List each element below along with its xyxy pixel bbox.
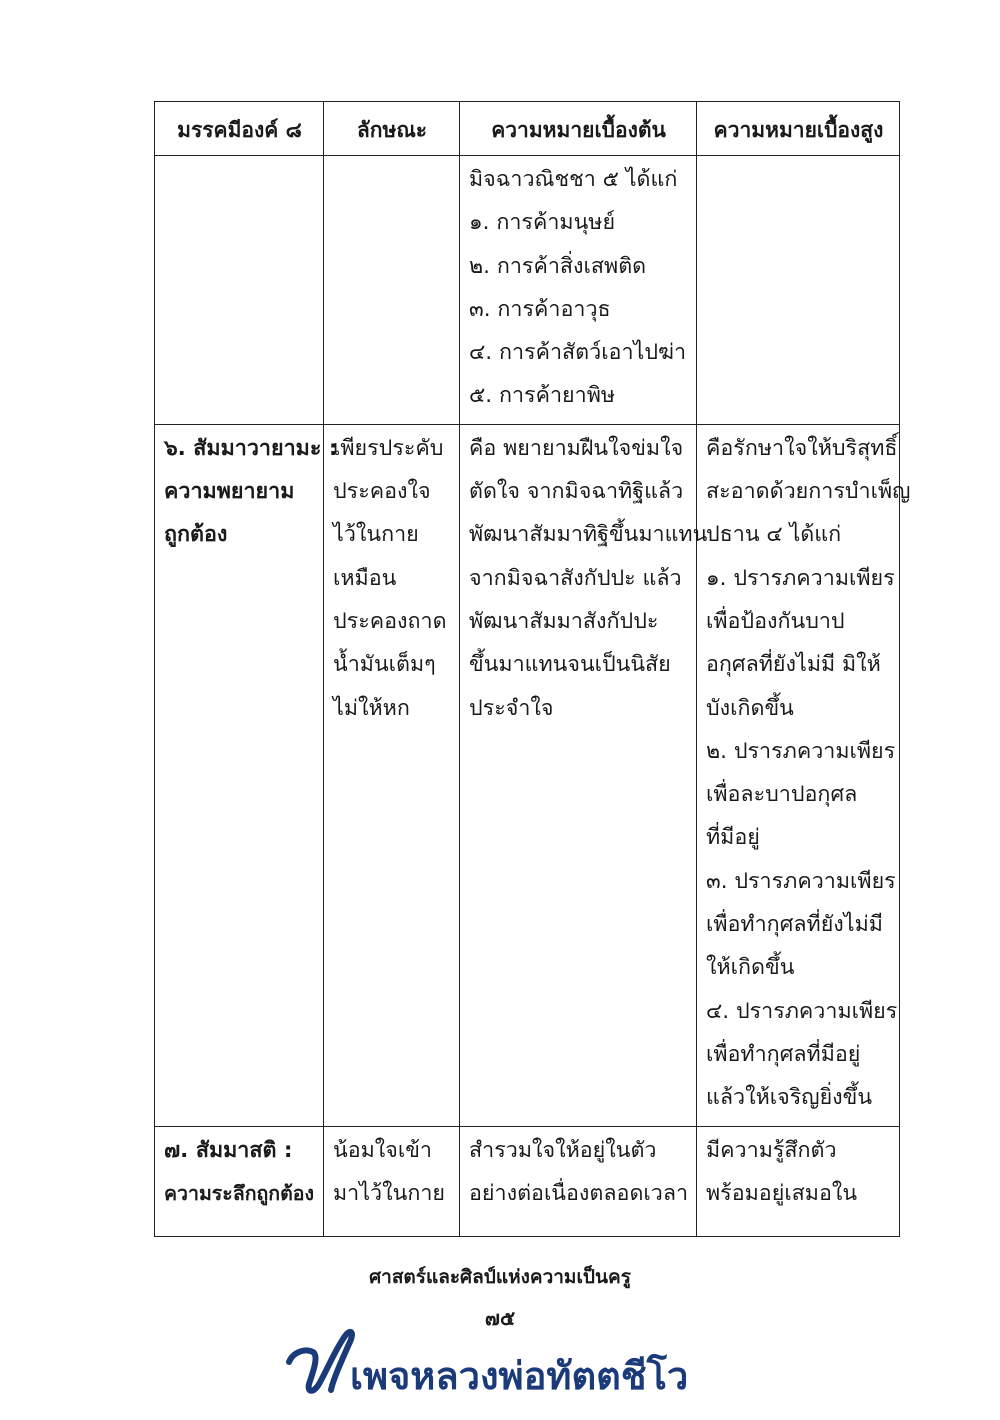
header-cell: ความหมายเบื้องต้น: [460, 102, 697, 156]
table-header-row: [155, 102, 900, 156]
header-cell: มรรคมีองค์ ๘: [155, 102, 324, 156]
cell-line: ขึ้นมาแทนจนเป็นนิสัย: [469, 652, 671, 678]
cell-line: ไม่ให้หก: [333, 695, 410, 721]
cell-line: อย่างต่อเนื่องตลอดเวลา: [469, 1180, 689, 1206]
cell-line: ความพยายาม: [164, 479, 295, 505]
table-cell: [697, 156, 900, 425]
table-cell: [460, 424, 708, 1126]
header-cell: ลักษณะ: [324, 102, 460, 156]
cell-line: ๑. การค้ามนุษย์: [469, 210, 616, 236]
cell-line: ประคองใจ: [333, 479, 431, 505]
cell-line: เพื่อทำกุศลที่ยังไม่มี: [706, 912, 883, 938]
table-cell: [460, 156, 697, 425]
cell-line: ไว้ในกาย: [333, 522, 419, 548]
table-cell: [697, 424, 911, 1126]
cell-line: น้อมใจเข้า: [333, 1137, 432, 1163]
table-cell: [697, 1126, 900, 1236]
table-row: [155, 156, 900, 425]
cell-line: ประคองถาด: [333, 608, 447, 634]
table-cell: [460, 1126, 697, 1236]
cell-line: อกุศลที่ยังไม่มี มิให้: [706, 652, 881, 678]
cell-line: ๖. สัมมาวายามะ :: [164, 435, 338, 461]
header-cell: ความหมายเบื้องสูง: [697, 102, 900, 156]
logo-text: เพจหลวงพ่อทัตตชีโว: [350, 1354, 689, 1398]
cell-line: มีความรู้สึกตัว: [706, 1137, 837, 1163]
cell-line: ๓. ปรารภความเพียร: [706, 868, 896, 894]
footer-title: ศาสตร์และศิลป์แห่งความเป็นครู: [369, 1266, 631, 1288]
cell-line: จากมิจฉาสังกัปปะ แล้ว: [469, 565, 682, 591]
cell-line: บังเกิดขึ้น: [706, 695, 794, 721]
cell-line: สำรวมใจให้อยู่ในตัว: [469, 1137, 657, 1163]
cell-line: ๕. การค้ายาพิษ: [469, 383, 616, 409]
table-cell: [324, 1126, 460, 1236]
cell-line: ๒. การค้าสิ่งเสพติด: [469, 253, 647, 279]
table-row: [155, 1126, 900, 1236]
cell-line: ๓. การค้าอาวุธ: [469, 296, 611, 322]
cell-line: เพียรประคับ: [333, 435, 444, 461]
table-cell: [155, 156, 324, 425]
cell-line: แล้วให้เจริญยิ่งขึ้น: [706, 1085, 873, 1111]
cell-line: ที่มีอยู่: [706, 825, 760, 851]
cell-line: เพื่อทำกุศลที่มีอยู่: [706, 1041, 861, 1067]
cell-line: เพื่อละบาปอกุศล: [706, 782, 858, 808]
content-table: [154, 101, 911, 1237]
cell-line: ให้เกิดขึ้น: [706, 955, 795, 981]
cell-line: คือ พยายามฝืนใจข่มใจ: [469, 435, 684, 461]
table-cell: [324, 156, 460, 425]
table-cell: [155, 1126, 324, 1236]
table-row: [155, 424, 900, 1126]
table-cell: [324, 424, 460, 1126]
cell-line: คือรักษาใจให้บริสุทธิ์: [706, 435, 898, 461]
cell-line: สะอาดด้วยการบำเพ็ญ: [706, 479, 911, 505]
cell-line: ๒. ปรารภความเพียร: [706, 738, 896, 764]
page-number: ๗๕: [484, 1306, 516, 1330]
cell-line: พัฒนาสัมมาทิฐิขึ้นมาแทน: [469, 522, 708, 548]
cell-line: มิจฉาวณิชชา ๕ ได้แก่: [469, 167, 678, 192]
cell-line: ตัดใจ จากมิจฉาทิฐิแล้ว: [469, 479, 684, 505]
table-cell: [155, 424, 338, 1126]
cell-line: พร้อมอยู่เสมอใน: [706, 1180, 858, 1206]
cell-line: ปธาน ๔ ได้แก่: [706, 522, 842, 548]
cell-line: ถูกต้อง: [164, 522, 228, 548]
cell-line: ประจำใจ: [469, 695, 554, 721]
cell-line: ๔. ปรารภความเพียร: [706, 998, 898, 1024]
cell-line: พัฒนาสัมมาสังกัปปะ: [469, 608, 659, 634]
cell-line: น้ำมันเต็มๆ: [333, 652, 436, 678]
cell-line: ๔. การค้าสัตว์เอาไปฆ่า: [469, 340, 687, 366]
cell-line: ความระลึกถูกต้อง: [164, 1181, 315, 1205]
cell-line: ๗. สัมมาสติ :: [164, 1137, 293, 1163]
cell-line: ๑. ปรารภความเพียร: [706, 565, 895, 591]
cell-line: เพื่อป้องกันบาป: [706, 608, 845, 634]
cell-line: มาไว้ในกาย: [333, 1180, 446, 1206]
cell-line: เหมือน: [333, 565, 397, 591]
